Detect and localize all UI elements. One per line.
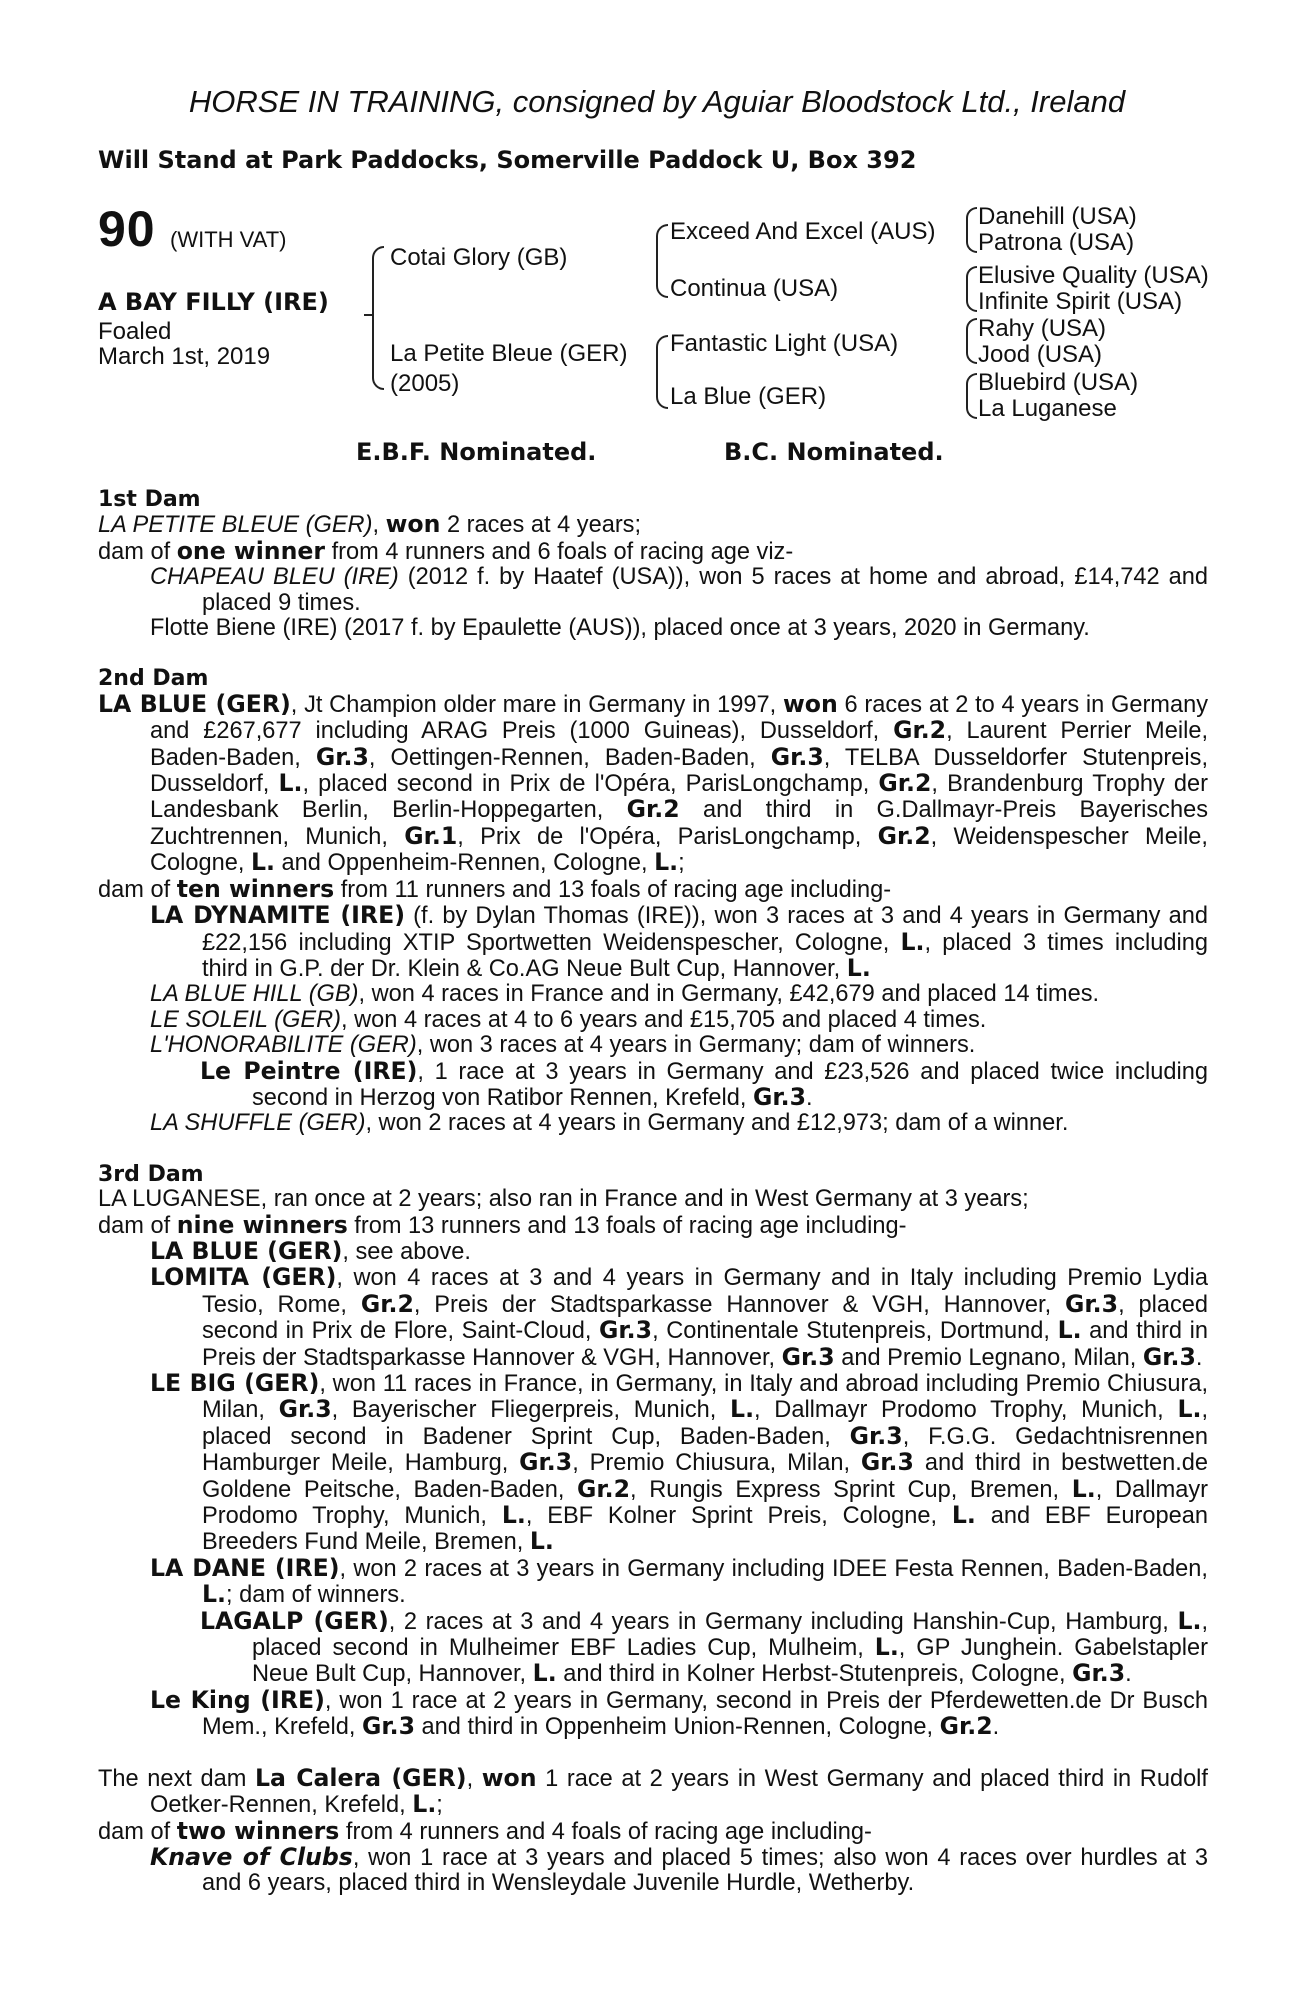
- second-dam-heading: 2nd Dam: [98, 666, 209, 692]
- pedigree-sds: Elusive Quality (USA): [978, 262, 1209, 289]
- pedigree-paragraph: LA PETITE BLEUE (GER), won 2 races at 4 years;: [98, 510, 642, 539]
- pedigree-paragraph: LA DYNAMITE (IRE) (f. by Dylan Thomas (IRE)), won 3 races at 3 and 4 years in Germany and £22,156 including XTIP Sportwetten Weidenspescher, Cologne, L., placed 3 times including third in G.P. der Dr. Klein & Co.AG Neue Bult Cup, Hannover, L.: [150, 901, 1208, 982]
- bc-nomination: B.C. Nominated.: [724, 438, 944, 466]
- pedigree-sdd: Infinite Spirit (USA): [978, 288, 1183, 315]
- pedigree-sire: Cotai Glory (GB): [390, 244, 568, 271]
- pedigree-brace-dd: [966, 373, 977, 419]
- first-dam-heading: 1st Dam: [98, 487, 201, 512]
- pedigree-paragraph: dam of two winners from 4 runners and 4 foals of racing age including-: [98, 1816, 872, 1845]
- pedigree-paragraph: LA BLUE (GER), see above.: [150, 1236, 471, 1265]
- pedigree-paragraph: LAGALP (GER), 2 races at 3 and 4 years in Germany including Hanshin-Cup, Hamburg, L., placed second in Mulheimer EBF Ladies Cup, Mulheim, L., GP Junghein. Gabelstapler Neue Bult Cup, Hannover, L. and third in Kolner Herbst-Stutenpreis, Cologne, Gr.3.: [200, 1606, 1208, 1688]
- pedigree-brace-dam: [656, 335, 668, 409]
- pedigree-dsd: Jood (USA): [978, 341, 1103, 368]
- pedigree-paragraph: LE SOLEIL (GER), won 4 races at 4 to 6 years and £15,705 and placed 4 times.: [150, 1006, 987, 1033]
- pedigree-paragraph: Le King (IRE), won 1 race at 2 years in Germany, second in Preis der Pferdewetten.de Dr Busch Mem., Krefeld, Gr.3 and third in Oppenheim Union-Rennen, Cologne, Gr.2.: [150, 1685, 1208, 1741]
- catalogue-body: [98, 487, 1208, 1897]
- vat-note: (WITH VAT): [170, 227, 287, 252]
- pedigree-paragraph: The next dam La Calera (GER), won 1 race at 2 years in West Germany and placed third in Rudolf Oetker-Rennen, Krefeld, L.;: [98, 1763, 1208, 1819]
- pedigree-dam-dam: La Blue (GER): [670, 383, 827, 410]
- pedigree-paragraph: L'HONORABILITE (GER), won 3 races at 4 years in Germany; dam of winners.: [150, 1032, 976, 1059]
- pedigree-sss: Danehill (USA): [978, 203, 1137, 230]
- pedigree-paragraph: LA BLUE (GER), Jt Champion older mare in Germany in 1997, won 6 races at 2 to 4 years in Germany and £267,677 including ARAG Preis (1000 Guineas), Dusseldorf, Gr.2, Laurent Perrier Meile, Baden-Baden, Gr.3, Oettingen-Rennen, Baden-Baden, Gr.3, TELBA Dusseldorfer Stutenpreis, Dusseldorf, L., placed second in Prix de l'Opéra, ParisLongchamp, Gr.2, Brandenburg Trophy der Landesbank Berlin, Berlin-Hoppegarten, Gr.2 and third in G.Dallmayr-Preis Bayerisches Zuchtrennen, Munich, Gr.1, Prix de l'Opéra, ParisLongchamp, Gr.2, Weidenspescher Meile, Cologne, L. and Oppenheim-Rennen, Cologne, L.;: [98, 689, 1208, 877]
- pedigree-paragraph: Flotte Biene (IRE) (2017 f. by Epaulette (AUS)), placed once at 3 years, 2020 in Germany.: [150, 615, 1090, 642]
- pedigree-sire-dam: Continua (USA): [670, 275, 839, 302]
- pedigree-brace-sd: [966, 266, 977, 312]
- pedigree-paragraph: LA DANE (IRE), won 2 races at 3 years in Germany including IDEE Festa Rennen, Baden-Baden, L.; dam of winners.: [150, 1553, 1208, 1609]
- pedigree-paragraph: CHAPEAU BLEU (IRE) (2012 f. by Haatef (USA)), won 5 races at home and abroad, £14,742 and placed 9 times.: [150, 564, 1208, 616]
- pedigree-brace-ds: [966, 318, 977, 364]
- next-dam-section: [98, 1763, 1208, 1897]
- foaled-label: Foaled: [98, 318, 172, 345]
- pedigree-paragraph: LA SHUFFLE (GER), won 2 races at 4 years in Germany and £12,973; dam of a winner.: [150, 1110, 1069, 1137]
- third-dam-heading: 3rd Dam: [98, 1161, 204, 1187]
- pedigree-brace-main: [372, 246, 384, 390]
- pedigree-dss: Rahy (USA): [978, 315, 1107, 342]
- pedigree-paragraph: dam of one winner from 4 runners and 6 foals of racing age viz-: [98, 536, 794, 565]
- pedigree-dam-year: (2005): [390, 370, 460, 397]
- pedigree-paragraph: dam of nine winners from 13 runners and 13 foals of racing age including-: [98, 1210, 907, 1239]
- pedigree-ssd: Patrona (USA): [978, 229, 1135, 256]
- pedigree-paragraph: Le Peintre (IRE), 1 race at 3 years in Germany and £23,526 and placed twice including second in Herzog von Ratibor Rennen, Krefeld, Gr.3.: [200, 1056, 1208, 1111]
- pedigree-paragraph: dam of ten winners from 11 runners and 13 foals of racing age including-: [98, 874, 892, 903]
- pedigree-paragraph: LA LUGANESE, ran once at 2 years; also ran in France and in West Germany at 3 years;: [98, 1186, 1029, 1213]
- pedigree-ddd: La Luganese: [978, 395, 1117, 422]
- ebf-nomination: E.B.F. Nominated.: [356, 438, 597, 466]
- pedigree-brace-sire: [656, 224, 668, 298]
- pedigree-dam-sire: Fantastic Light (USA): [670, 330, 899, 357]
- pedigree-dam: La Petite Bleue (GER): [390, 340, 628, 367]
- pedigree-paragraph: Knave of Clubs, won 1 race at 3 years and placed 5 times; also won 4 races over hurdles at 3 and 6 years, placed third in Wensleydale Juvenile Hurdle, Wetherby.: [150, 1842, 1208, 1897]
- foaled-date: March 1st, 2019: [98, 343, 271, 370]
- page-title: HORSE IN TRAINING, consigned by Aguiar Bloodstock Ltd., Ireland: [188, 84, 1126, 119]
- pedigree-paragraph: LOMITA (GER), won 4 races at 3 and 4 years in Germany and in Italy including Premio Lydia Tesio, Rome, Gr.2, Preis der Stadtsparkasse Hannover & VGH, Hannover, Gr.3, placed second in Prix de Flore, Saint-Cloud, Gr.3, Continentale Stutenpreis, Dortmund, L. and third in Preis der Stadtsparkasse Hannover & VGH, Hannover, Gr.3 and Premio Legnano, Milan, Gr.3.: [150, 1263, 1208, 1371]
- pedigree-paragraph: LE BIG (GER), won 11 races in France, in Germany, in Italy and abroad including Premio Chiusura, Milan, Gr.3, Bayerischer Fliegerpreis, Munich, L., Dallmayr Prodomo Trophy, Munich, L., placed second in Badener Sprint Cup, Baden-Baden, Gr.3, F.G.G. Gedachtnisrennen Hamburger Meile, Hamburg, Gr.3, Premio Chiusura, Milan, Gr.3 and third in bestwetten.de Goldene Peitsche, Baden-Baden, Gr.2, Rungis Express Sprint Cup, Bremen, L., Dallmayr Prodomo Trophy, Munich, L., EBF Kolner Sprint Preis, Cologne, L. and EBF European Breeders Fund Meile, Bremen, L.: [150, 1369, 1208, 1556]
- pedigree-dds: Bluebird (USA): [978, 369, 1139, 396]
- horse-name: A BAY FILLY (IRE): [98, 288, 329, 316]
- first-dam-section: [98, 512, 1208, 641]
- pedigree-brace-ss: [966, 207, 977, 253]
- pedigree-brace-tip: [364, 314, 372, 316]
- pedigree-sire-sire: Exceed And Excel (AUS): [670, 218, 936, 245]
- third-dam-section: [98, 1187, 1208, 1741]
- stand-location: Will Stand at Park Paddocks, Somerville Paddock U, Box 392: [98, 146, 917, 174]
- pedigree-paragraph: LA BLUE HILL (GB), won 4 races in France and in Germany, £42,679 and placed 14 times.: [150, 981, 1100, 1008]
- second-dam-section: [98, 689, 1208, 1137]
- lot-number: 90: [98, 201, 156, 257]
